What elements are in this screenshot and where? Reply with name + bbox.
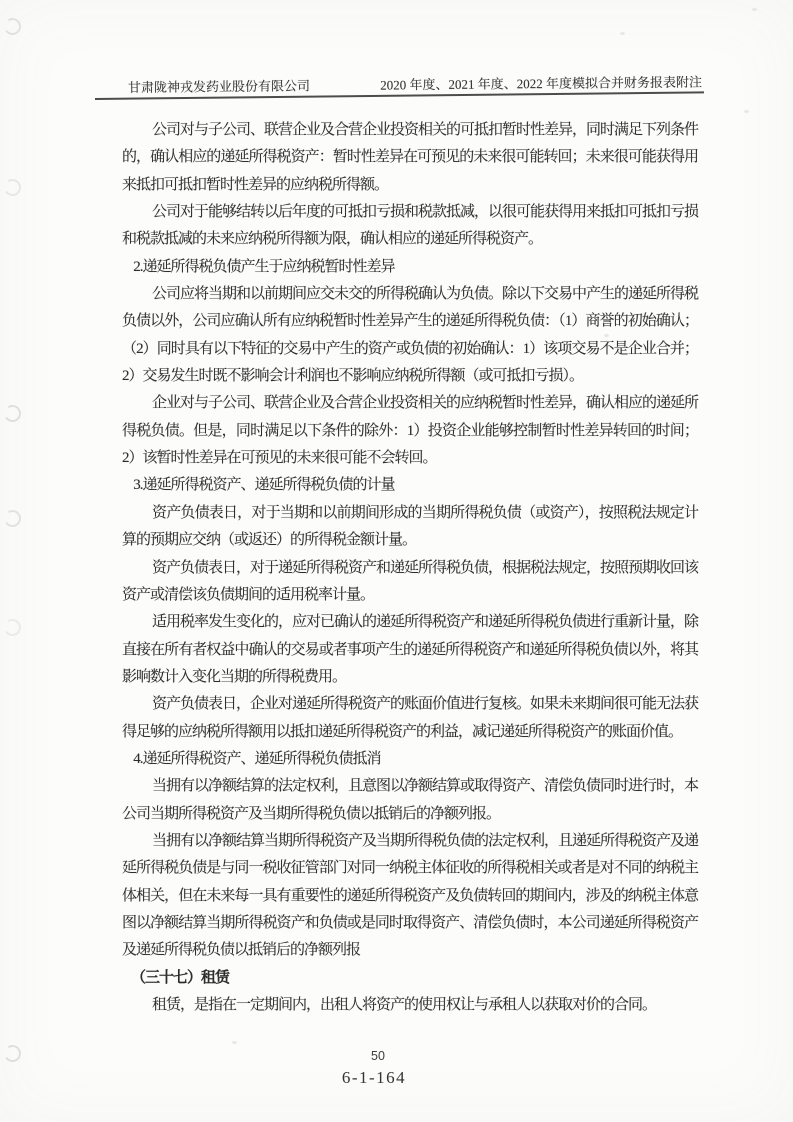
paragraph: 当拥有以净额结算当期所得税资产及当期所得税负债的法定权利，且递延所得税资产及递延所得税负债是与同一税收征管部门对同一纳税主体征收的所得税相关或者是对不同的纳税主体相关，但在未来每一具有重要性的递延所得税资产及负债转回的期间内，涉及的纳税主体意图以净额结算当期所得税资产和负债或是同时取得资产、清偿负债时，本公司递延所得税资产及递延所得税负债以抵销后的净额列报: [122, 832, 699, 959]
punch-hole-artifact: [2, 617, 22, 637]
scan-speck: [752, 8, 757, 11]
paragraph: 租赁，是指在一定期间内，出租人将资产的使用权让与承租人以获取对价的合同。: [152, 997, 657, 1013]
header-company-name: 甘肃陇神戎发药业股份有限公司: [127, 78, 311, 95]
punch-hole-artifact: [2, 16, 22, 36]
footer-document-code: 6-1-164: [341, 1068, 407, 1087]
paragraph: 企业对与子公司、联营企业及合营企业投资相关的应纳税暂时性差异，确认相应的递延所得税负债。但是，同时满足以下条件的除外：1）投资企业能够控制暂时性差异转回的时间；2）该暂时性差异在可预见的未来很可能不会转回。: [122, 395, 699, 467]
scan-speck: [232, 1041, 237, 1044]
punch-hole-artifact: [2, 177, 22, 197]
scan-speck: [620, 32, 625, 35]
paragraph: 适用税率发生变化的，应对已确认的递延所得税资产和递延所得税负债进行重新计量，除直接在所有者权益中确认的交易或者事项产生的递延所得税资产和递延所得税负债以外，将其影响数计入变化当期的所得税费用。: [122, 614, 699, 685]
paragraph: 公司应将当期和以前期间应交未交的所得税确认为负债。除以下交易中产生的递延所得税负债以外，公司应确认所有应纳税暂时性差异产生的递延所得税负债：（1）商誉的初始确认；（2）同时具有以下特征的交易中产生的资产或负债的初始确认：1）该项交易不是企业合并；2）交易发生时既不影响会计利润也不影响应纳税所得额（或可抵扣亏损）。: [122, 286, 699, 385]
footer-page-number: 50: [371, 1049, 385, 1063]
scan-speck: [744, 110, 749, 113]
section-heading: 4.递延所得税资产、递延所得税负债抵消: [133, 750, 381, 767]
paragraph: 资产负债表日，企业对递延所得税资产的账面价值进行复核。如果未来期间很可能无法获得足够的应纳税所得额用以抵扣递延所得税资产的利益，减记递延所得税资产的账面价值。: [122, 696, 699, 740]
section-heading: 3.递延所得税资产、递延所得税负债的计量: [133, 477, 395, 494]
paragraph: 公司对与子公司、联营企业及合营企业投资相关的可抵扣暂时性差异，同时满足下列条件的，确认相应的递延所得税资产：暂时性差异在可预见的未来很可能转回；未来很可能获得用来抵扣可抵扣暂时性差异的应纳税所得额。: [122, 122, 699, 193]
punch-hole-artifact: [2, 508, 22, 528]
punch-hole-artifact: [2, 403, 22, 423]
paragraph: 公司对于能够结转以后年度的可抵扣亏损和税款抵减，以很可能获得用来抵扣可抵扣亏损和税款抵减的未来应纳税所得额为限，确认相应的递延所得税资产。: [122, 204, 699, 248]
paragraph: 资产负债表日，对于递延所得税资产和递延所得税负债，根据税法规定，按照预期收回该资产或清偿该负债期间的适用税率计量。: [122, 559, 699, 603]
paragraph: 资产负债表日，对于当期和以前期间形成的当期所得税负债（或资产），按照税法规定计算的预期应交纳（或返还）的所得税金额计量。: [122, 504, 698, 549]
document-body: [122, 117, 698, 1019]
section-heading-lease: （三十七）租赁: [131, 969, 230, 986]
section-heading: 2.递延所得税负债产生于应纳税暂时性差异: [133, 258, 395, 275]
header-document-title: 2020 年度、2021 年度、2022 年度模拟合并财务报表附注: [380, 74, 703, 93]
paragraph: 当拥有以净额结算的法定权利，且意图以净额结算或取得资产、清偿负债同时进行时，本公司当期所得税资产及当期所得税负债以抵销后的净额列报。: [122, 778, 699, 822]
